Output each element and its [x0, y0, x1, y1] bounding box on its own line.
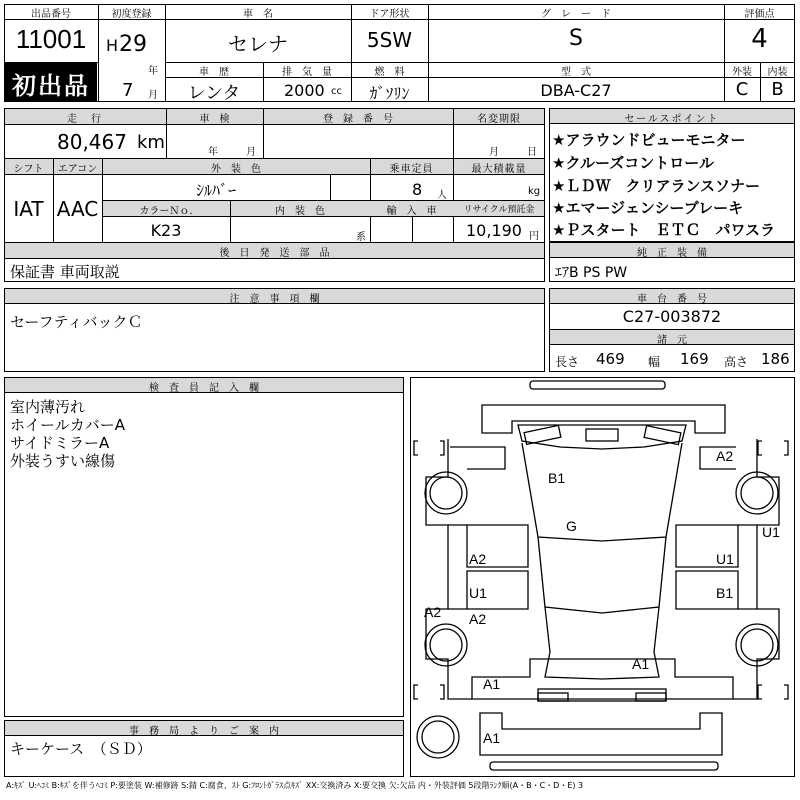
color-no: K23: [150, 221, 182, 240]
score: 4: [751, 24, 768, 54]
inspector-line: 外装うすい線傷: [10, 452, 116, 470]
inspection-month-unit: 月: [246, 147, 256, 158]
interior-grade: B: [771, 79, 784, 100]
model-label: 型 式: [561, 67, 591, 78]
km-unit: km: [137, 132, 165, 153]
length-label: 長さ: [555, 355, 580, 369]
name-change-month-unit: 月: [489, 147, 499, 158]
inspector-line: サイドミラーA: [10, 434, 110, 452]
capacity-label: 乗車定員: [389, 164, 434, 175]
reg-month: 7: [122, 80, 134, 101]
color-no-label: カラーＮｏ.: [139, 206, 193, 217]
fuel-label: 燃 料: [374, 67, 405, 78]
damage-mark: U1: [716, 551, 734, 567]
damage-mark: A2: [716, 448, 734, 464]
history: レンタ: [187, 83, 241, 104]
era: H: [106, 36, 119, 55]
max-load-label: 最大積載量: [471, 164, 527, 175]
lot-number: 11001: [15, 24, 87, 54]
car-name-label: 車 名: [243, 9, 273, 20]
exterior-color-label: 外 装 色: [211, 164, 261, 175]
inspector-line: ホイールカバーA: [10, 416, 125, 434]
later-parts-label: 後 日 発 送 部 品: [219, 248, 330, 259]
later-parts-text: 保証書 車両取説: [10, 263, 120, 281]
inspector-line: 室内薄汚れ: [10, 398, 86, 416]
recycle-fee: 10,190: [466, 221, 522, 240]
sales-point-item: ★アラウンドビューモニター: [552, 131, 746, 149]
door-label: ドア形状: [369, 9, 410, 20]
interior-color-unit: 系: [356, 232, 366, 243]
ac: AAC: [56, 197, 99, 221]
first-reg-label: 初度登録: [111, 9, 152, 20]
model-code: DBA-C27: [540, 81, 612, 100]
damage-mark: A2: [424, 604, 442, 620]
recycle-label: リサイクル預託金: [463, 205, 535, 215]
length-value: 469: [596, 350, 625, 368]
inspection-label: 車 検: [199, 114, 230, 125]
chassis-number: C27-003872: [622, 307, 722, 326]
damage-mark: B1: [716, 585, 734, 601]
exterior-label: 外装: [732, 67, 752, 78]
sales-points-label: セールスポイント: [624, 114, 720, 125]
damage-mark: G: [566, 518, 577, 534]
reg-year: 29: [119, 32, 147, 57]
width-label: 幅: [648, 355, 661, 369]
fuel: ｶﾞｿﾘﾝ: [369, 84, 410, 103]
shift-label: シフト: [13, 164, 44, 175]
height-label: 高さ: [724, 355, 749, 369]
regno-label: 登 録 番 号: [323, 114, 393, 125]
grade: S: [569, 26, 583, 51]
ac-label: エアコン: [57, 164, 98, 175]
damage-mark: A1: [483, 730, 501, 746]
interior-color-label: 内 装 色: [275, 206, 325, 217]
damage-mark: U1: [469, 585, 487, 601]
history-label: 車 歴: [199, 67, 229, 78]
interior-label: 内装: [767, 67, 788, 78]
month-unit: 月: [148, 90, 158, 101]
exterior-color: ｼﾙﾊﾞｰ: [195, 181, 236, 200]
lot-label: 出品番号: [31, 9, 71, 20]
notes-label: 注 意 事 項 欄: [229, 294, 320, 305]
mileage-label: 走 行: [67, 114, 103, 125]
width-value: 169: [680, 350, 709, 368]
damage-mark: A1: [632, 656, 650, 672]
capacity-unit: 人: [437, 190, 447, 201]
office-text: キーケース （ＳＤ）: [10, 740, 152, 758]
car-diagram: [410, 377, 795, 777]
import-label: 輸 入 車: [386, 206, 437, 217]
mileage: 80,467: [57, 130, 127, 154]
notes-text: セーフティバックＣ: [10, 313, 143, 331]
shift: IAT: [13, 197, 44, 221]
exterior-grade: C: [735, 79, 749, 100]
first-listing-text: 初出品: [12, 72, 90, 100]
year-unit: 年: [148, 66, 158, 77]
legend: A:ｷｽﾞ U:ﾍｺﾐ B:ｷｽﾞを伴うﾍｺﾐ P:要塗装 W:補修跡 S:錆 C:腐食、ｽﾄ G:ﾌﾛﾝﾄｶﾞﾗｽ点ｷｽﾞ XX:交換済み X:要交換 欠:欠品 内・外装評価 5段階ﾗﾝｸ順(A・B・C・D・E) 3: [6, 781, 584, 790]
standard-equipment-label: 純 正 装 備: [637, 248, 707, 259]
damage-mark: B1: [548, 470, 566, 486]
door-type: 5SW: [366, 28, 413, 52]
damage-mark: A1: [483, 676, 501, 692]
inspection-year-unit: 年: [208, 147, 218, 158]
damage-mark: A2: [469, 551, 487, 567]
inspector-label: 検 査 員 記 入 欄: [149, 383, 259, 394]
office-label: 事 務 局 よ り ご 案 内: [129, 726, 279, 737]
damage-mark: U1: [762, 524, 780, 540]
name-change-day-unit: 日: [527, 147, 537, 158]
dimensions-label: 諸 元: [657, 335, 687, 346]
max-load-unit: kg: [528, 186, 541, 197]
displacement: 2000: [284, 81, 325, 100]
car-name: セレナ: [228, 32, 288, 56]
sales-point-item: ★ＬＤＷ クリアランスソナー: [552, 177, 760, 195]
sales-point-item: ★クルーズコントロール: [552, 154, 714, 172]
chassis-label: 車 台 番 号: [637, 294, 707, 305]
score-label: 評価点: [744, 9, 775, 20]
damage-mark: A2: [469, 611, 487, 627]
displacement-label: 排 気 量: [282, 67, 332, 78]
height-value: 186: [761, 350, 790, 368]
cc-unit: cc: [331, 86, 342, 97]
capacity: 8: [412, 180, 423, 199]
recycle-unit: 円: [529, 231, 539, 242]
sales-point-item: ★エマージェンシーブレーキ: [552, 199, 744, 217]
name-change-label: 名変期限: [477, 114, 521, 125]
standard-equipment-text: ｴｱB PS PW: [555, 265, 628, 281]
sales-point-item: ★Ｐスタート ＥＴＣ パワスラ: [552, 221, 775, 239]
grade-label: グ レ ー ド: [541, 9, 611, 20]
